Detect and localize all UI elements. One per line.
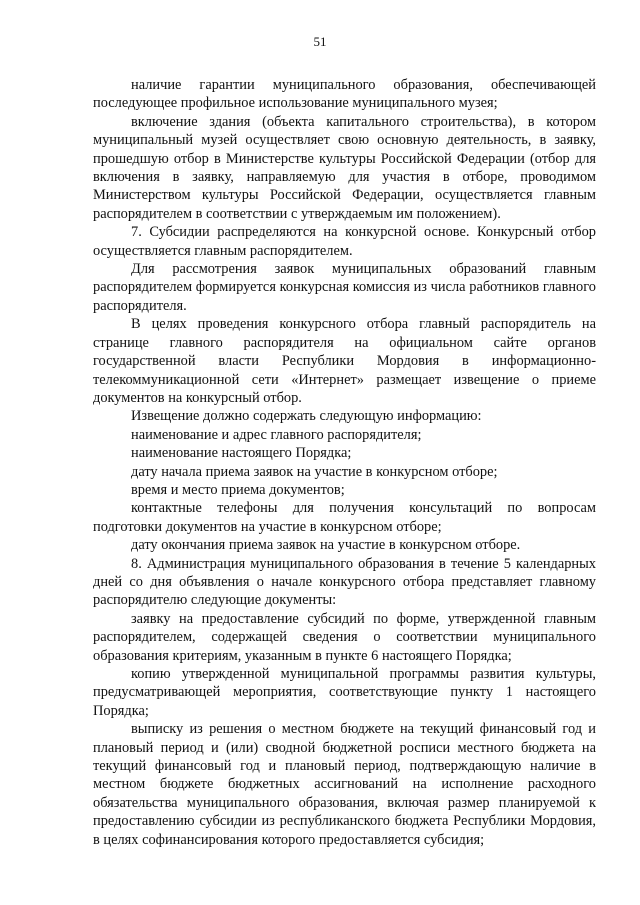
list-item-name-address: наименование и адрес главного распорядителя; (131, 426, 422, 443)
list-item-time-place: время и место приема документов; (131, 481, 345, 498)
list-item-program-copy: копию утвержденной муниципальной программы развития культуры, предусматривающей мероприятия, соответствующие пункту 1 настоящего Порядка; (93, 666, 596, 719)
paragraph-announcement: В целях проведения конкурсного отбора главный распорядитель на странице главного распорядителя на официальном сайте органов государственной власти Республики Мордовия в информационно-телекоммуникационной сети «Интернет» размещает извещение о приеме документов на конкурсный отбор. (93, 316, 596, 406)
document-body (93, 76, 596, 849)
paragraph-guarantee: наличие гарантии муниципального образования, обеспечивающей последующее профильное использование муниципального музея; (93, 77, 596, 112)
paragraph-item-7: 7. Субсидии распределяются на конкурсной основе. Конкурсный отбор осуществляется главным распорядителем. (93, 224, 596, 259)
paragraph-announcement-contents: Извещение должно содержать следующую информацию: (131, 408, 482, 425)
paragraph-commission: Для рассмотрения заявок муниципальных образований главным распорядителем формируется конкурсная комиссия из числа работников главного распорядителя. (93, 261, 596, 314)
list-item-procedure-name: наименование настоящего Порядка; (131, 445, 352, 462)
list-item-end-date: дату окончания приема заявок на участие в конкурсном отборе. (131, 537, 521, 554)
page-number: 51 (313, 34, 327, 49)
list-item-budget-extract: выписку из решения о местном бюджете на текущий финансовый год и плановый период и (или) сводной бюджетной росписи местного бюджета на текущий финансовый год и плановый период, подтверждающую наличие в местном бюджете бюджетных ассигнований на исполнение расходного обязательства муниципального образования, включая размер планируемой к предоставлению субсидии из республиканского бюджета Республики Мордовия, в целях софинансирования которого предоставляется субсидия; (93, 721, 596, 848)
paragraph-building-inclusion: включение здания (объекта капитального строительства), в котором муниципальный музей осуществляет свою основную деятельность, в заявку, прошедшую отбор в Министерстве культуры Российской Федерации (отбор для включения в заявку, направляемую для участия в отборе, проводимом Министерством культуры Российской Федерации, осуществляется главным распорядителем в соответствии с утверждаемым им положением). (93, 113, 596, 222)
list-item-contact-phones: контактные телефоны для получения консультаций по вопросам подготовки документов на участие в конкурсном отборе; (93, 500, 596, 535)
list-item-start-date: дату начала приема заявок на участие в конкурсном отборе; (131, 463, 498, 480)
list-item-application: заявку на предоставление субсидий по форме, утвержденной главным распорядителем, содержащей сведения о соответствии муниципального образования критериям, указанным в пункте 6 настоящего Порядка; (93, 610, 596, 664)
paragraph-item-8: 8. Администрация муниципального образования в течение 5 календарных дней со дня объявления о начале конкурсного отбора представляет главному распорядителю следующие документы: (93, 555, 596, 609)
